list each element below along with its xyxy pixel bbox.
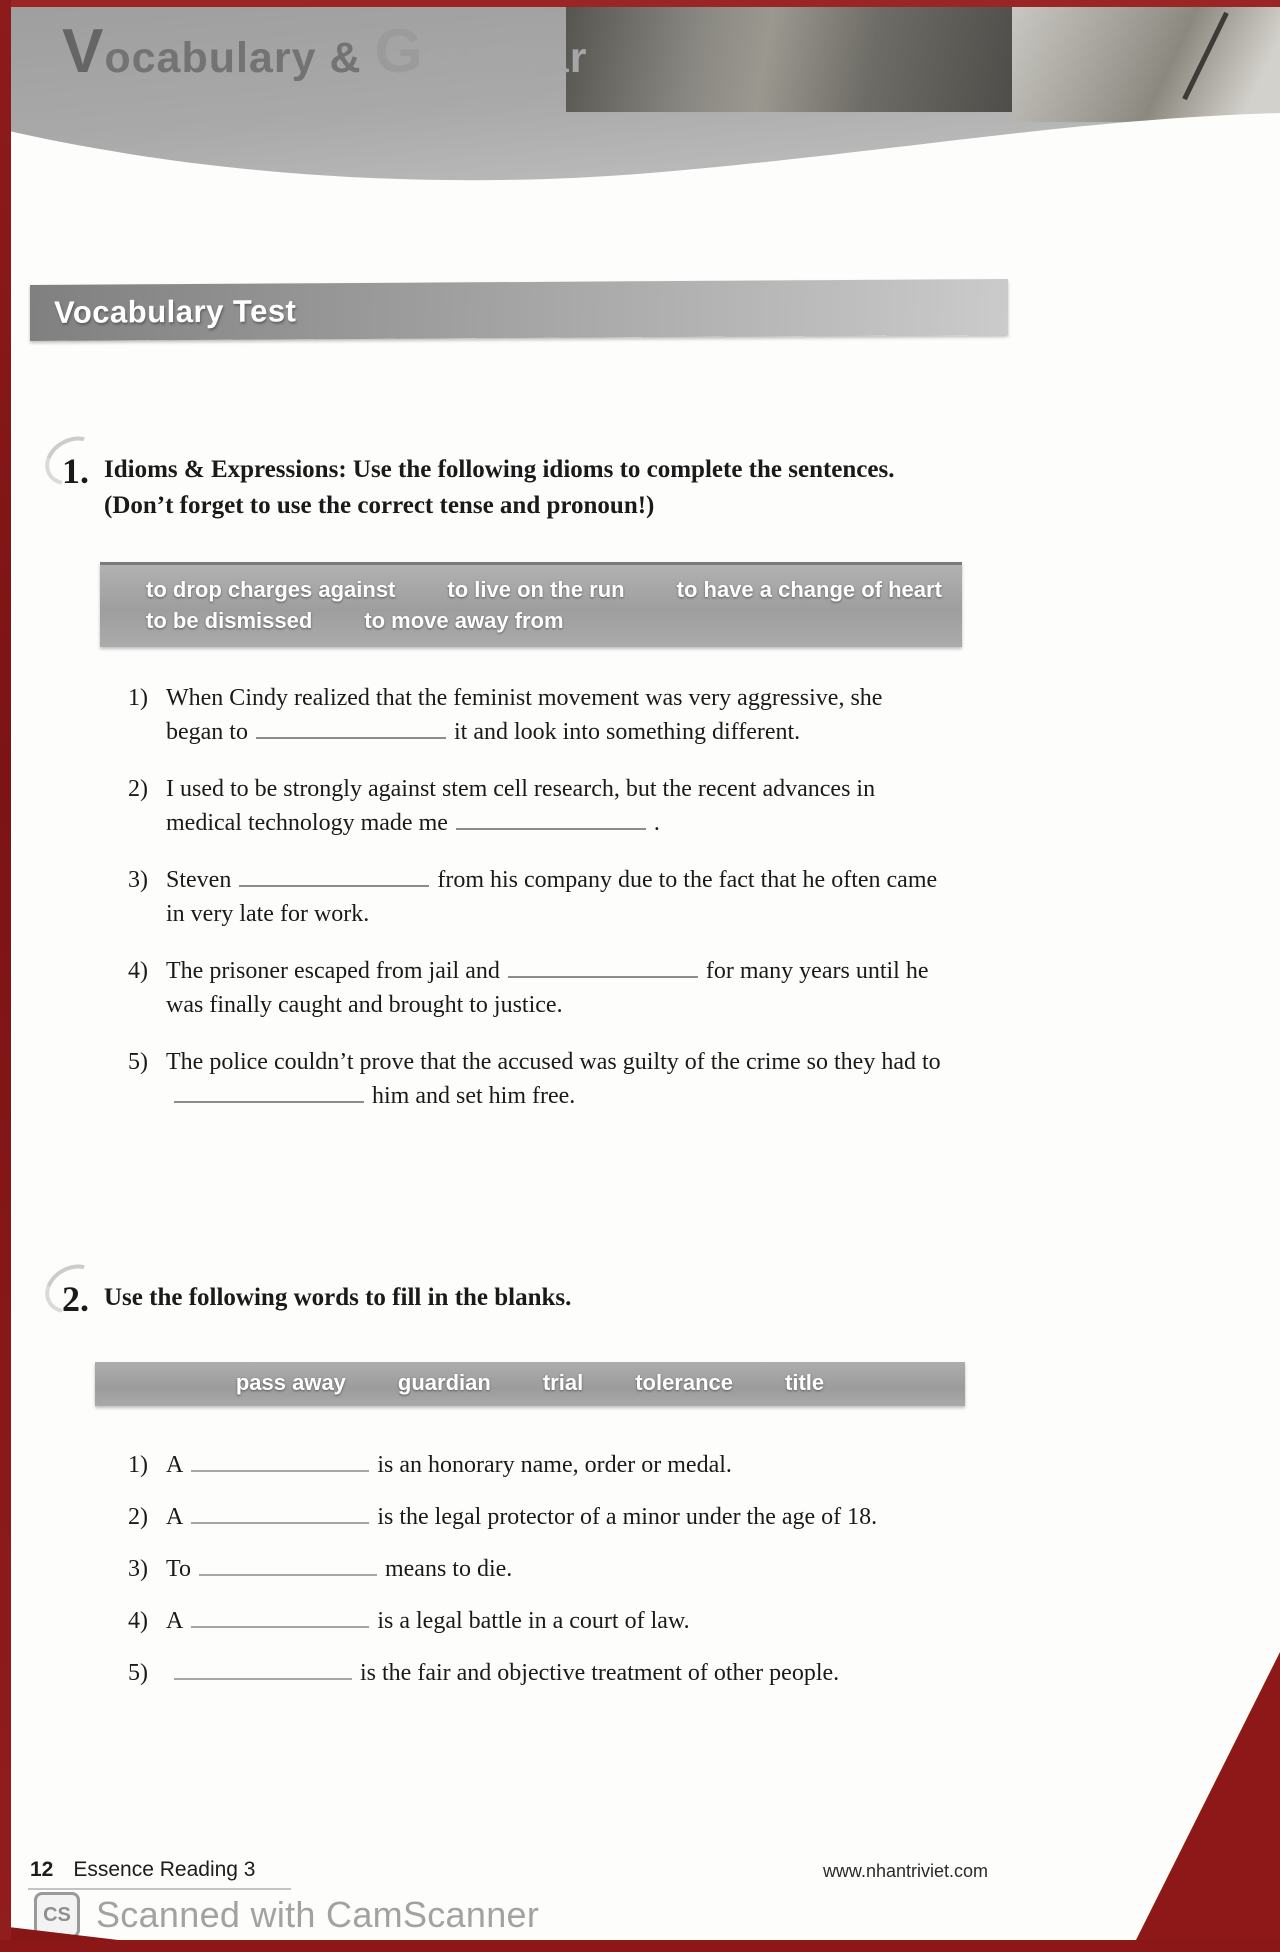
exercise-2-instructions [102, 1280, 571, 1316]
page-number: 12 [30, 1858, 54, 1881]
answer-blank [456, 810, 646, 830]
question-item [128, 1045, 942, 1113]
exercise-1-instructions [102, 452, 894, 524]
question-number: 4) [128, 958, 148, 984]
question-text-post: for many years until he was finally caught and brought to justice. [166, 958, 929, 1018]
section-header-vocabulary-test [30, 279, 1008, 341]
question-text-pre: To [166, 1556, 191, 1582]
question-text-post: is an honorary name, order or medal. [377, 1452, 732, 1478]
idiom-item: to live on the run [447, 577, 625, 602]
answer-blank [191, 1608, 369, 1628]
exercise-1-instruction-note: (Don’t forget to use the correct tense and pronoun!) [104, 492, 655, 519]
idiom-item: to be dismissed [146, 608, 313, 633]
answer-blank [191, 1504, 369, 1524]
exercise-2-heading [62, 1280, 972, 1318]
exercise-2-fill-blanks [62, 1280, 972, 1708]
question-number: 2) [128, 776, 148, 802]
answer-blank [174, 1660, 352, 1680]
exercise-1-heading [62, 452, 972, 524]
question-text-post: it and look into something different. [453, 719, 801, 745]
camscanner-watermark-text: Scanned with CamScanner [96, 1894, 540, 1935]
decorative-swoosh-icon [37, 1255, 110, 1323]
answer-blank [508, 958, 698, 978]
question-item [128, 681, 942, 749]
scan-edge-left [0, 0, 11, 1952]
question-text-post: is the fair and objective treatment of other people. [360, 1660, 840, 1686]
question-item [128, 1500, 942, 1534]
word-bank-item: pass away [235, 1370, 346, 1395]
question-text-post: . [653, 810, 660, 836]
question-text-pre: The police couldn’t prove that the accused was guilty of the crime so they had to [166, 1049, 941, 1075]
idiom-row-2 [146, 608, 962, 634]
title-text-vocabulary: ocabulary & [104, 34, 375, 82]
question-number: 1) [128, 1452, 148, 1478]
question-text-pre: Steven [166, 867, 232, 893]
section-header-label: Vocabulary Test [54, 293, 297, 330]
question-text-pre: A [166, 1608, 184, 1634]
question-number: 3) [128, 1556, 148, 1582]
question-number: 5) [128, 1660, 148, 1686]
exercise-2-number: 2. [62, 1280, 102, 1318]
idiom-row-1 [146, 577, 962, 603]
publisher-website: www.nhantriviet.com [822, 1861, 988, 1881]
question-text-pre: A [166, 1452, 184, 1478]
question-item [128, 954, 942, 1022]
exercise-2-questions [128, 1448, 942, 1690]
question-text-post: from his company due to the fact that he often came in very late for work. [166, 867, 938, 927]
question-number: 3) [128, 867, 148, 893]
title-letter-g: G [374, 17, 424, 86]
word-bank-item: trial [542, 1370, 584, 1395]
question-text-post: is the legal protector of a minor under the age of 18. [377, 1504, 878, 1530]
idiom-item: to drop charges against [146, 577, 396, 602]
question-item [128, 772, 942, 840]
scan-corner-bottom-right [1130, 1652, 1280, 1952]
exercise-1-number: 1. [62, 452, 102, 490]
decorative-swoosh-icon [37, 427, 110, 495]
question-text-pre: When Cindy realized that the feminist movement was very aggressive, she began to [166, 685, 883, 745]
exercise-1-questions [128, 681, 942, 1113]
exercise-1-instruction-line: Idioms & Expressions: Use the following idioms to complete the sentences. [104, 456, 895, 483]
camscanner-watermark [34, 1892, 539, 1938]
question-item [128, 1448, 942, 1482]
scan-edge-top [0, 0, 1280, 7]
question-text-post: him and set him free. [372, 1083, 576, 1109]
question-text-post: means to die. [384, 1556, 513, 1582]
question-text-pre: I used to be strongly against stem cell research, but the recent advances in medical technology made me [166, 776, 876, 836]
camscanner-logo-icon: CS [34, 1892, 80, 1938]
answer-blank [199, 1556, 377, 1576]
word-bank [95, 1362, 965, 1406]
idiom-word-bank [100, 562, 962, 647]
answer-blank [174, 1083, 364, 1103]
answer-blank [239, 867, 429, 887]
question-item [128, 863, 942, 931]
book-title: Essence Reading 3 [73, 1858, 256, 1881]
title-letter-v: V [62, 17, 105, 86]
question-text-pre: The prisoner escaped from jail and [166, 958, 500, 984]
exercise-1-idioms [62, 452, 972, 1136]
question-number: 1) [128, 685, 148, 711]
answer-blank [256, 719, 446, 739]
question-text-pre: A [166, 1504, 184, 1530]
question-number: 4) [128, 1608, 148, 1634]
scan-edge-bottom [0, 1940, 1280, 1952]
question-number: 5) [128, 1049, 148, 1075]
answer-blank [191, 1452, 369, 1472]
idiom-item: to move away from [364, 608, 564, 633]
question-item [128, 1552, 942, 1586]
word-bank-item: title [785, 1370, 825, 1395]
page-banner [0, 0, 1280, 212]
page-footer [28, 1858, 988, 1890]
title-text-grammar: rammar [423, 34, 588, 82]
word-bank-item: guardian [397, 1370, 491, 1395]
question-item [128, 1604, 942, 1638]
idiom-item: to have a change of heart [676, 577, 942, 602]
question-number: 2) [128, 1504, 148, 1530]
exercise-2-instruction-line: Use the following words to fill in the blanks. [104, 1284, 572, 1311]
banner-curve-decoration [0, 1, 1280, 213]
question-text-post: is a legal battle in a court of law. [377, 1608, 690, 1634]
word-bank-item: tolerance [635, 1370, 734, 1395]
question-item [128, 1656, 942, 1690]
footer-book-info [28, 1858, 291, 1890]
